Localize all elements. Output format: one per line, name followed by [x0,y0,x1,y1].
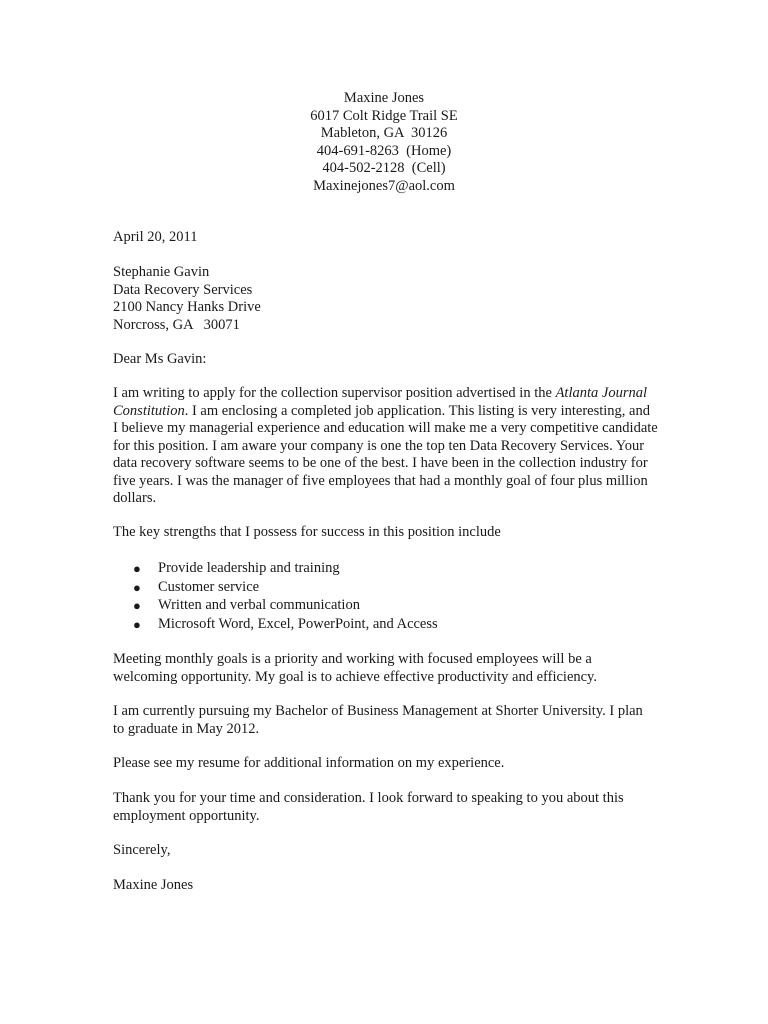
strength-text: Microsoft Word, Excel, PowerPoint, and Access [158,616,438,633]
paragraph-intro-part2: . I am enclosing a completed job application. This listing is very interesting, and I believe my managerial experience and education will make me a very competitive candidate for this position. I am aware your company is one the top ten Data Recovery Services. Your data recovery software seems to be one of the best. I have been in the collection industry for five years. I was the manager of five employees that had a monthly goal of four plus million dollars. [113,402,658,506]
paragraph-thanks: Thank you for your time and consideration. I look forward to speaking to you about this employment opportunity. [113,790,624,824]
paragraph-education: I am currently pursuing my Bachelor of Business Management at Shorter University. I plan to graduate in May 2012. [113,703,643,737]
paragraph-intro-part1: I am writing to apply for the collection supervisor position advertised in the [113,385,556,401]
sender-address-block [0,90,768,195]
strength-text: Written and verbal communication [158,597,360,614]
sender-phone-home: 404-691-8263 (Home) [316,142,452,159]
sender-name: Maxine Jones [343,90,425,106]
sender-email: Maxinejones7@aol.com [313,177,455,194]
strengths-list [113,560,673,635]
recipient-company: Data Recovery Services [113,281,253,298]
salutation: Dear Ms Gavin: [113,351,207,367]
strengths-list-block [113,560,673,635]
signature-name: Maxine Jones [113,877,194,893]
recipient-street: 2100 Nancy Hanks Drive [113,299,261,315]
bullet-icon: ● [133,561,141,576]
strength-text: Provide leadership and training [158,560,340,576]
closing-block [113,842,673,860]
sender-street: 6017 Colt Ridge Trail SE [310,107,458,124]
paragraph-intro [113,385,658,508]
bullet-icon: ● [133,598,141,614]
list-item [113,616,673,635]
strength-text: Customer service [158,578,260,595]
strengths-intro: The key strengths that I possess for success in this position include [113,524,501,540]
letter-date: April 20, 2011 [113,229,198,245]
list-item [113,579,673,598]
paragraph-resume: Please see my resume for additional information on my experience. [113,755,505,771]
publication-name: Atlanta Journal Constitution [113,385,647,419]
recipient-city: Norcross, GA 30071 [113,316,240,333]
list-item [113,560,673,579]
paragraph-resume-block [113,755,673,773]
bullet-icon: ● [133,617,141,633]
letter-date-block [113,229,673,247]
recipient-name: Stephanie Gavin [113,264,210,280]
signature-block [113,877,673,895]
closing: Sincerely, [113,842,171,858]
sender-city: Mableton, GA 30126 [320,125,448,141]
salutation-block [113,351,673,369]
sender-phone-cell: 404-502-2128 (Cell) [322,160,446,176]
paragraph-goals: Meeting monthly goals is a priority and working with focused employees will be a welcoming opportunity. My goal is to achieve effective productivity and efficiency. [113,651,597,685]
recipient-address-block [113,264,673,334]
list-item [113,597,673,616]
bullet-icon: ● [133,579,141,595]
strengths-intro-block [113,524,673,542]
